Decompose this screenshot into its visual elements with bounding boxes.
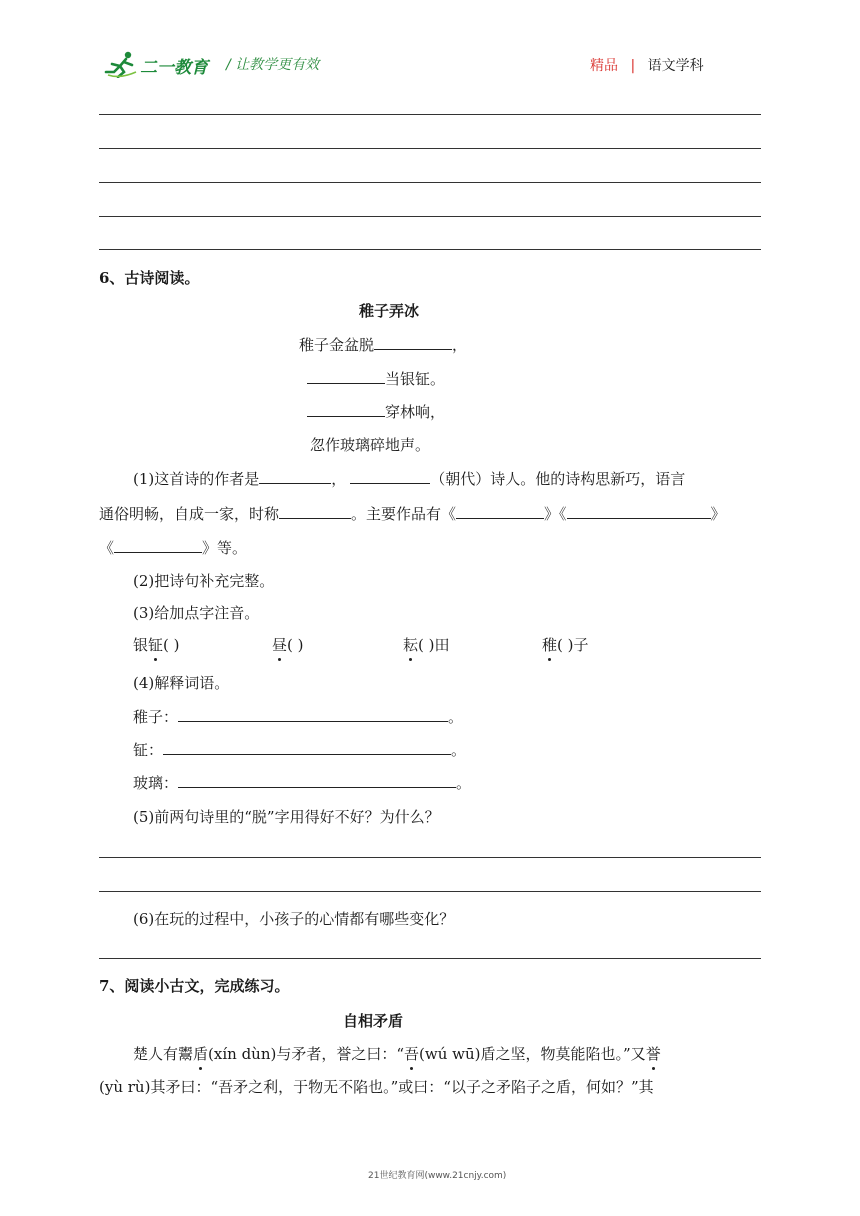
text: 。主要作品有《 bbox=[351, 505, 457, 523]
word-1 bbox=[133, 706, 463, 728]
answer-line bbox=[99, 857, 761, 858]
pinyin-item-2 bbox=[272, 634, 304, 656]
poem-title: 稚子弄冰 bbox=[359, 302, 420, 320]
answer-line bbox=[99, 216, 761, 217]
dotted-char: 稚 bbox=[542, 636, 558, 654]
text: 。 bbox=[448, 708, 464, 726]
text: 《 bbox=[99, 539, 115, 557]
text: 钲： bbox=[133, 741, 164, 759]
text: 》《 bbox=[544, 505, 567, 523]
header-separator: | bbox=[630, 58, 636, 74]
poem-line-2 bbox=[307, 368, 445, 390]
dotted-char: 吾 bbox=[404, 1045, 420, 1063]
text: ( )田 bbox=[418, 636, 450, 654]
blank bbox=[350, 468, 430, 484]
text: （朝代）诗人。他的诗构思新巧，语言 bbox=[430, 470, 686, 488]
poem-line-2-text: 当银钲。 bbox=[385, 370, 446, 388]
sub-question-2: (2)把诗句补充完整。 bbox=[133, 572, 275, 590]
sub-question-1 bbox=[133, 468, 685, 490]
sub-question-1-cont bbox=[99, 503, 726, 525]
poem-line-1-text: 稚子金盆脱 bbox=[299, 336, 375, 354]
pinyin-item-3 bbox=[403, 634, 450, 656]
question-7-heading: 7、阅读小古文，完成练习。 bbox=[99, 977, 290, 995]
runner-logo-icon bbox=[104, 50, 138, 78]
blank bbox=[178, 772, 456, 788]
passage-title: 自相矛盾 bbox=[343, 1012, 404, 1030]
blank bbox=[279, 503, 351, 519]
sub-question-6: (6)在玩的过程中，小孩子的心情都有哪些变化？ bbox=[133, 910, 455, 928]
poem-line-4: 忽作玻璃碎地声。 bbox=[310, 436, 431, 454]
word-2 bbox=[133, 739, 466, 761]
poem-line-3 bbox=[307, 401, 445, 423]
text: 玻璃： bbox=[133, 774, 179, 792]
answer-line bbox=[99, 958, 761, 959]
pinyin-item-4 bbox=[542, 634, 589, 656]
pinyin-item-1 bbox=[133, 634, 180, 656]
brand-name: 二一教育 bbox=[140, 58, 208, 78]
poem-line-3-text: 穿林响， bbox=[385, 403, 446, 421]
text: (1)这首诗的作者是 bbox=[133, 470, 260, 488]
sub-question-4: (4)解释词语。 bbox=[133, 674, 230, 692]
text: 银 bbox=[133, 636, 149, 654]
sub-question-5: (5)前两句诗里的“脱”字用得好不好？为什么？ bbox=[133, 808, 440, 826]
blank bbox=[307, 401, 385, 417]
subject-label: 语文学科 bbox=[647, 58, 704, 74]
blank bbox=[567, 503, 711, 519]
sub-question-3: (3)给加点字注音。 bbox=[133, 604, 260, 622]
text: 楚人有鬻 bbox=[133, 1045, 194, 1063]
answer-line bbox=[99, 148, 761, 149]
text: 。 bbox=[451, 741, 467, 759]
header-right bbox=[590, 55, 704, 75]
dotted-char: 昼 bbox=[272, 636, 288, 654]
text: ( ) bbox=[287, 636, 304, 654]
text: (wú wū)盾之坚，物莫能陷也。”又 bbox=[419, 1045, 646, 1063]
blank bbox=[114, 537, 202, 553]
poem-line-1-end: ， bbox=[452, 336, 468, 354]
passage-line-2: (yù rù)其矛曰：“吾矛之利，于物无不陷也。”或曰：“以子之矛陷子之盾，何如？”其 bbox=[99, 1078, 654, 1096]
answer-line bbox=[99, 891, 761, 892]
blank bbox=[163, 739, 451, 755]
poem-line-1 bbox=[299, 334, 467, 356]
text: 。 bbox=[456, 774, 472, 792]
answer-line bbox=[99, 249, 761, 250]
dotted-char: 耘 bbox=[403, 636, 419, 654]
answer-line bbox=[99, 182, 761, 183]
word-3 bbox=[133, 772, 471, 794]
blank bbox=[259, 468, 331, 484]
blank bbox=[307, 368, 385, 384]
dotted-char: 钲 bbox=[148, 636, 164, 654]
footer-text: 21世纪教育网(www.21cnjy.com) bbox=[368, 1171, 507, 1181]
answer-line bbox=[99, 114, 761, 115]
text: 》 bbox=[710, 505, 726, 523]
text: 稚子： bbox=[133, 708, 179, 726]
blank bbox=[456, 503, 544, 519]
dotted-char: 盾 bbox=[193, 1045, 209, 1063]
text: 通俗明畅，自成一家，时称 bbox=[99, 505, 280, 523]
dotted-char: 誉 bbox=[645, 1045, 661, 1063]
question-6-heading: 6、古诗阅读。 bbox=[99, 269, 200, 287]
blank bbox=[374, 334, 452, 350]
blank bbox=[178, 706, 448, 722]
slogan: / 让教学更有效 bbox=[226, 57, 320, 73]
text: 》等。 bbox=[202, 539, 248, 557]
text: ， bbox=[331, 470, 347, 488]
text: ( )子 bbox=[557, 636, 589, 654]
text: (xín dùn)与矛者，誉之曰：“ bbox=[208, 1045, 405, 1063]
premium-badge: 精品 bbox=[590, 58, 618, 74]
passage-line-1 bbox=[133, 1043, 661, 1065]
text: ( ) bbox=[163, 636, 180, 654]
sub-question-1-cont2 bbox=[99, 537, 247, 559]
